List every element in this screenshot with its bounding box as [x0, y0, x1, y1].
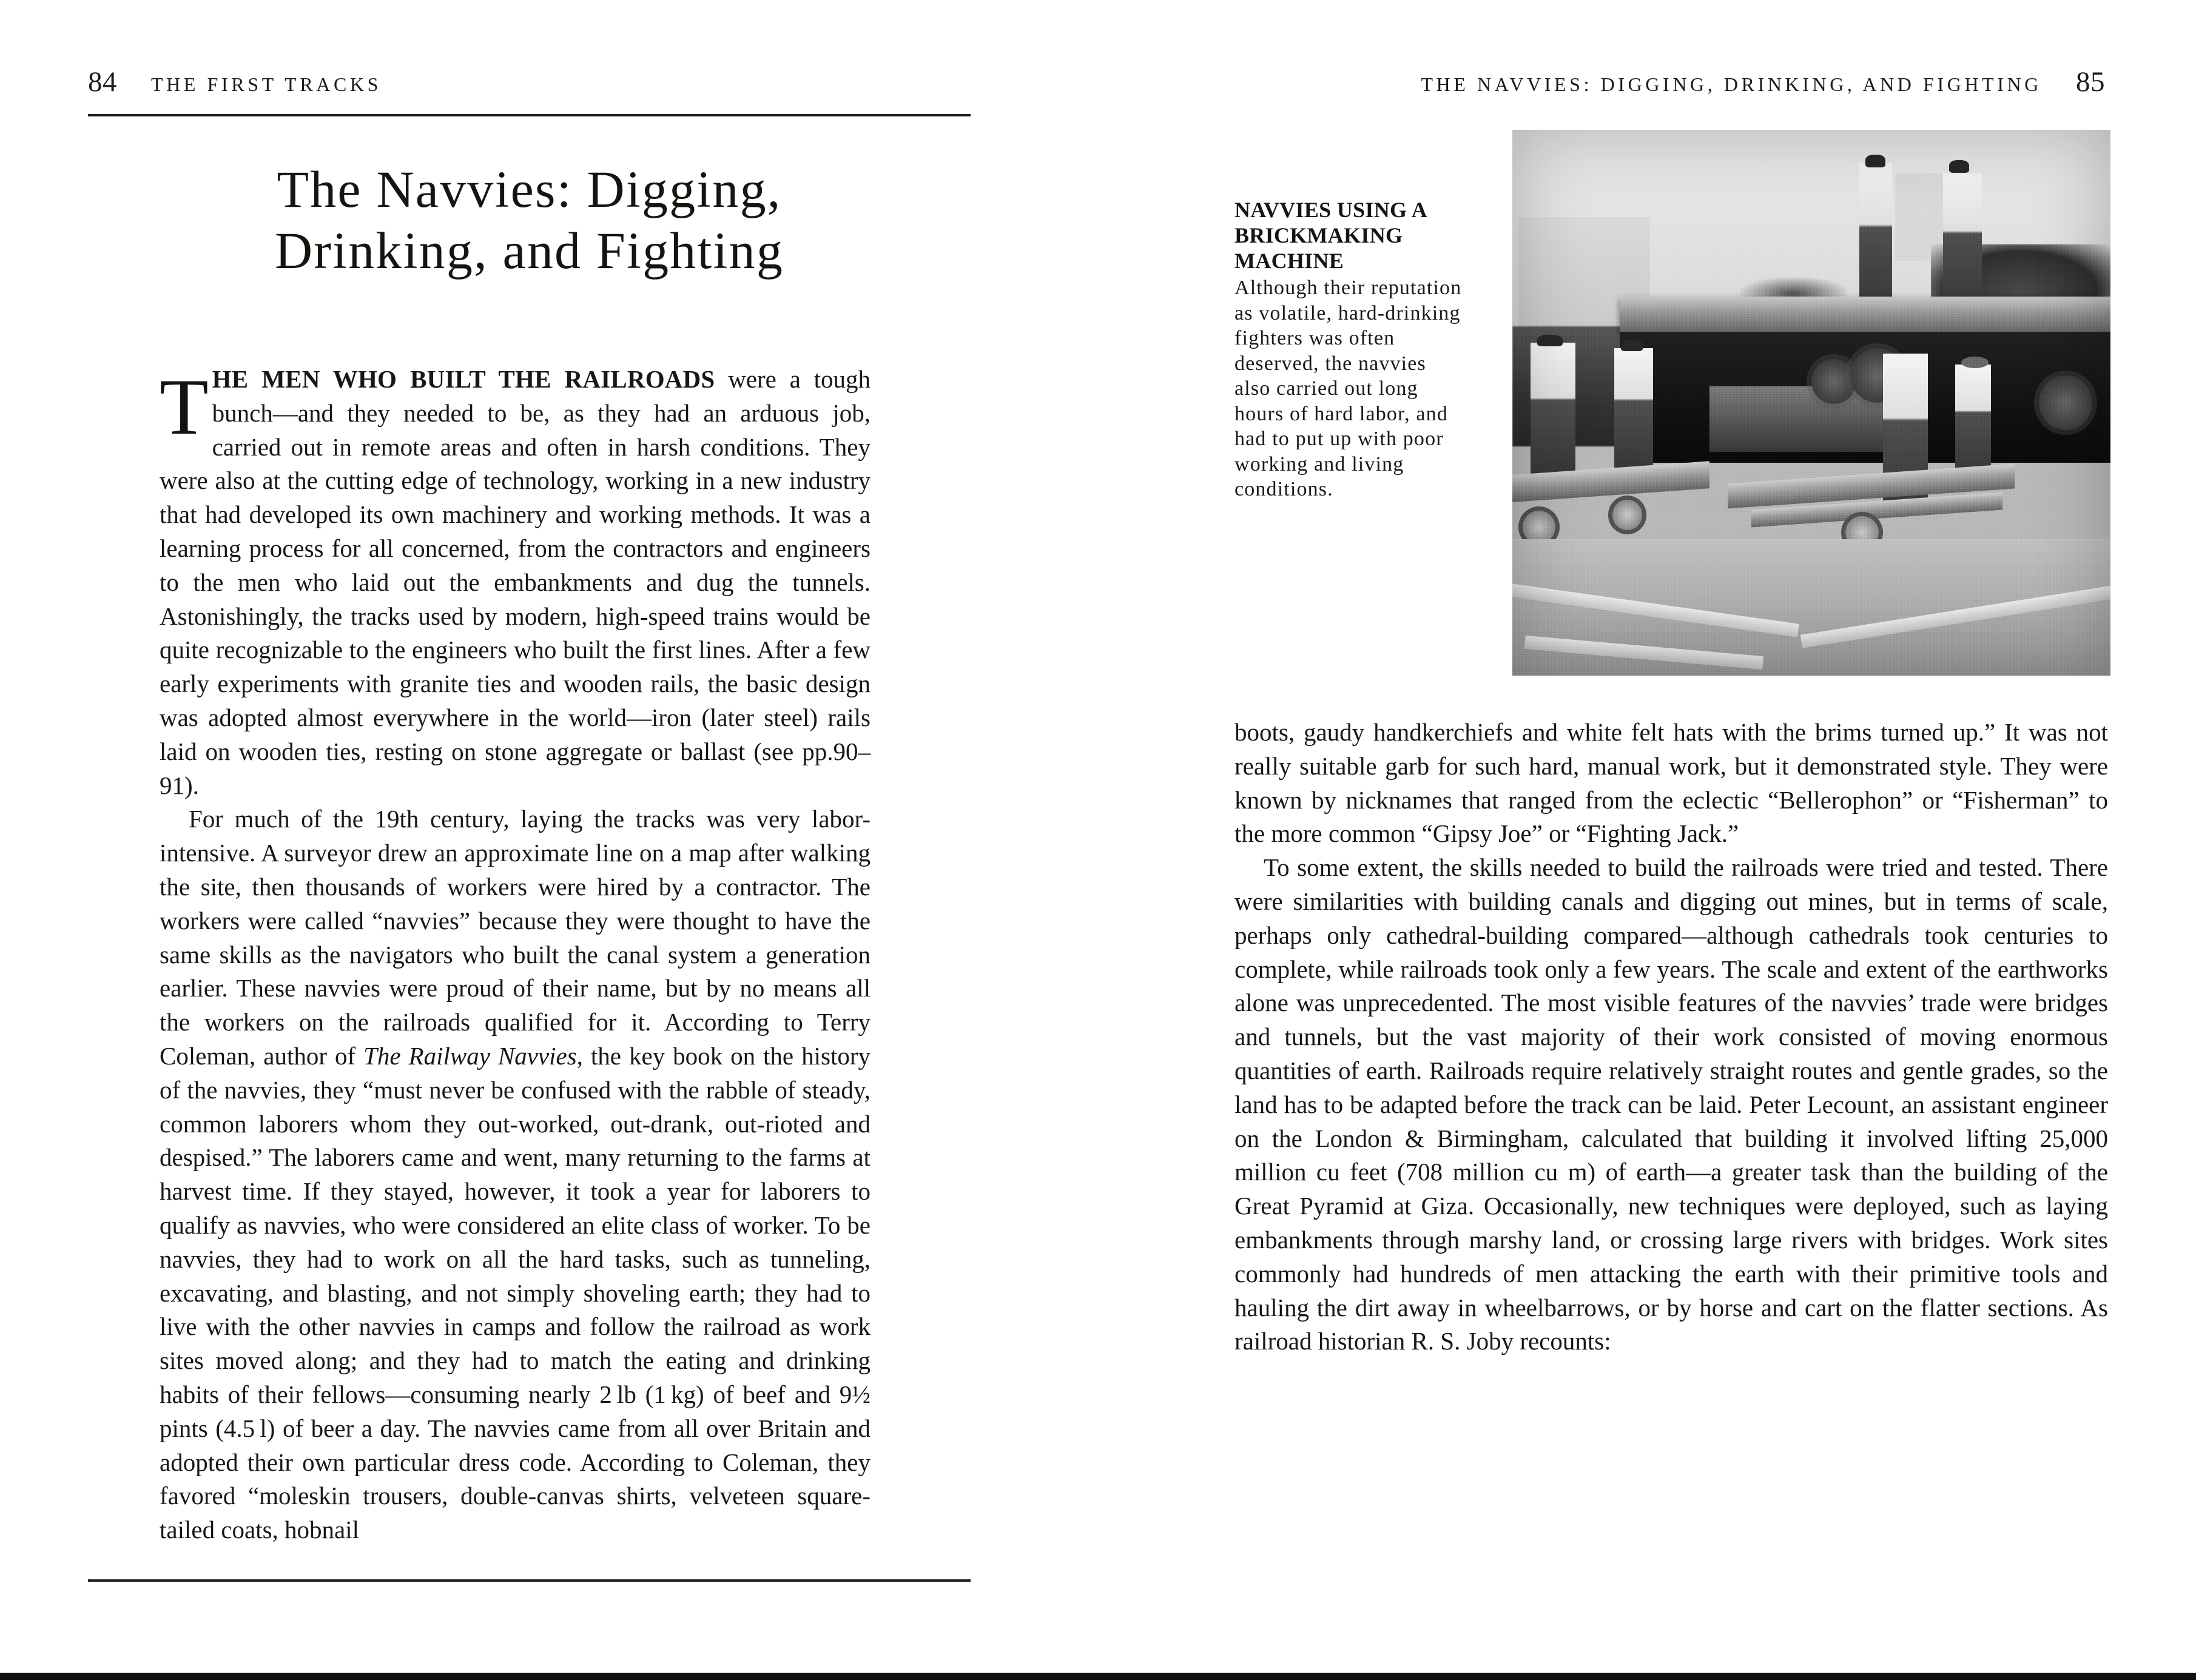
paragraph-four: To some extent, the skills needed to build the railroads were tried and tested. There were similarities with building canals and digging out mines, but in terms of scale, perhaps only cathedral-building compared—although cathedrals took centuries to complete, while railroads took only a few years. The scale and extent of the earthworks alone was unprecedented. The most visible features of the navvies’ trade were bridges and tunnels, but the vast majority of their work consisted of moving enormous quantities of earth. Railroads require relatively straight routes and gentle grades, so the land has to be adapted before the track can be laid. Peter Lecount, an assistant engineer on the London & Birmingham, calculated that building it involved lifting 25,000 million cu feet (708 million cu m) of earth—a greater task than the building of the Great Pyramid at Giza. Occasionally, new techniques were deployed, such as laying embankments through marshy land, or crossing large rivers with bridges. Work sites commonly had hundreds of men attacking the earth with their primitive tools and hauling the dirt away in wheelbarrows, or by horse and cart on the flatter sections. As railroad historian R. S. Joby recounts:	[1234, 853, 2108, 1356]
photo-straw-hat-icon	[1961, 357, 1989, 369]
paragraph-two	[160, 802, 871, 1547]
photo-figure-bearded-man	[1943, 173, 1982, 310]
running-head-right	[1225, 66, 2105, 104]
caption-heading: NAVVIES USING A BRICKMAKING MACHINE	[1234, 198, 1426, 273]
drop-cap: T	[160, 362, 209, 451]
photo-caption	[1234, 197, 1465, 502]
chapter-title-line-1: The Navvies: Digging,	[277, 160, 782, 218]
photo-cap-icon-4	[1621, 340, 1642, 351]
photo-cap-icon-1	[1865, 155, 1886, 168]
folio-right: 85	[2076, 66, 2105, 98]
navvies-brickmaking-photograph	[1512, 130, 2110, 676]
photo-platform-deck	[1620, 297, 2110, 332]
running-head-title-right: THE NAVVIES: DIGGING, DRINKING, AND FIGHTING	[1421, 73, 2042, 95]
book-title-italic: The Railway Navvies	[363, 1041, 577, 1070]
footer-rule-left	[88, 1579, 971, 1582]
paragraph-three: boots, gaudy handkerchiefs and white felt hats with the brims turned up.” It was not really suitable garb for such hard, manual work, but it demonstrated style. They were known by nicknames that ranged from the eclectic “Bellerophon” or “Fisherman” to the more common “Gipsy Joe” or “Fighting Jack.”	[1234, 718, 2108, 848]
photo-figure-second-worker	[1614, 348, 1653, 468]
chapter-title-line-2: Drinking, and Fighting	[274, 221, 784, 280]
photo-cart-wheel-2	[1608, 496, 1646, 534]
page-bottom-edge	[0, 1673, 2196, 1680]
opening-small-caps: HE MEN WHO BUILT THE RAILROADS	[212, 365, 715, 393]
paragraph-opening-rest: were a tough bunch—and they needed to be, as they had an arduous job, carried out in remote areas and often in harsh conditions. They were also at the cutting edge of technology, working in a new industry that had developed its own machinery and working methods. It was a learning process for all concerned, from the contractors and engineers to the men who laid out the embankments and dug the tunnels. Astonishingly, the tracks used by modern, high-speed trains would be quite recognizable to the engineers who built the first lines. After a few early experiments with granite ties and wooden rails, the basic design was adopted almost everywhere in the world—iron (later steel) rails laid on wooden ties, resting on stone aggregate or ballast (see pp.90–91).	[160, 365, 871, 799]
header-rule-left	[88, 114, 971, 116]
paragraph-two-part-one: For much of the 19th century, laying the tracks was very labor-intensive. A surveyor drew an approximate line on a map after walking the site, then thousands of workers were hired by a contractor. The workers were called “navvies” because they were thought to have the same skills as the navigators who built the canal system a generation earlier. These navvies were proud of their name, but by no means all the workers on the railroads qualified for it. According to Terry Coleman, author of	[160, 805, 871, 1070]
paragraph-opening	[160, 363, 871, 802]
running-head-left	[88, 66, 971, 104]
photo-cap-icon-3	[1537, 335, 1562, 347]
folio-left: 84	[88, 66, 117, 98]
paragraph-two-part-two: , the key book on the history of the navvies, they “must never be confused with the rabble of steady, common laborers whom they out-worked, out-drank, out-rioted and despised.” The laborers came and went, many returning to the farms at harvest time. If they stayed, however, it took a year for laborers to qualify as navvies, who were considered an elite class of worker. To be navvies, they had to work on all the hard tasks, such as tunneling, excavating, and blasting, and not simply shoveling earth; they had to live with the other navvies in camps and follow the railroad as work sites moved along; and they had to match the eating and drinking habits of their fellows—consuming nearly 2 lb (1 kg) of beef and 9½ pints (4.5 l) of beer a day. The navvies came from all over Britain and adopted their own particular dress code. According to Coleman, they favored “moleskin trousers, double-canvas shirts, velveteen square-tailed coats, hobnail	[160, 1041, 871, 1544]
photo-gear-wheel-3	[2039, 375, 2093, 430]
photo-cap-icon-2	[1949, 160, 1970, 173]
body-column-right	[1234, 716, 2108, 1359]
photo-figure-shoveller	[1859, 163, 1892, 310]
photo-figure-boy	[1955, 365, 1991, 474]
chapter-title	[88, 159, 971, 281]
running-head-title-left: THE FIRST TRACKS	[151, 73, 382, 95]
photo-figure-left-worker	[1531, 343, 1575, 474]
photo-gear-wheel-1	[1811, 359, 1856, 404]
body-column-left	[160, 363, 871, 1547]
caption-body: Although their reputation as volatile, hard-drinking fighters was often deserved, the navvies also carried out long hours of hard labor, and had to put up with poor working and living conditions.	[1234, 277, 1462, 500]
